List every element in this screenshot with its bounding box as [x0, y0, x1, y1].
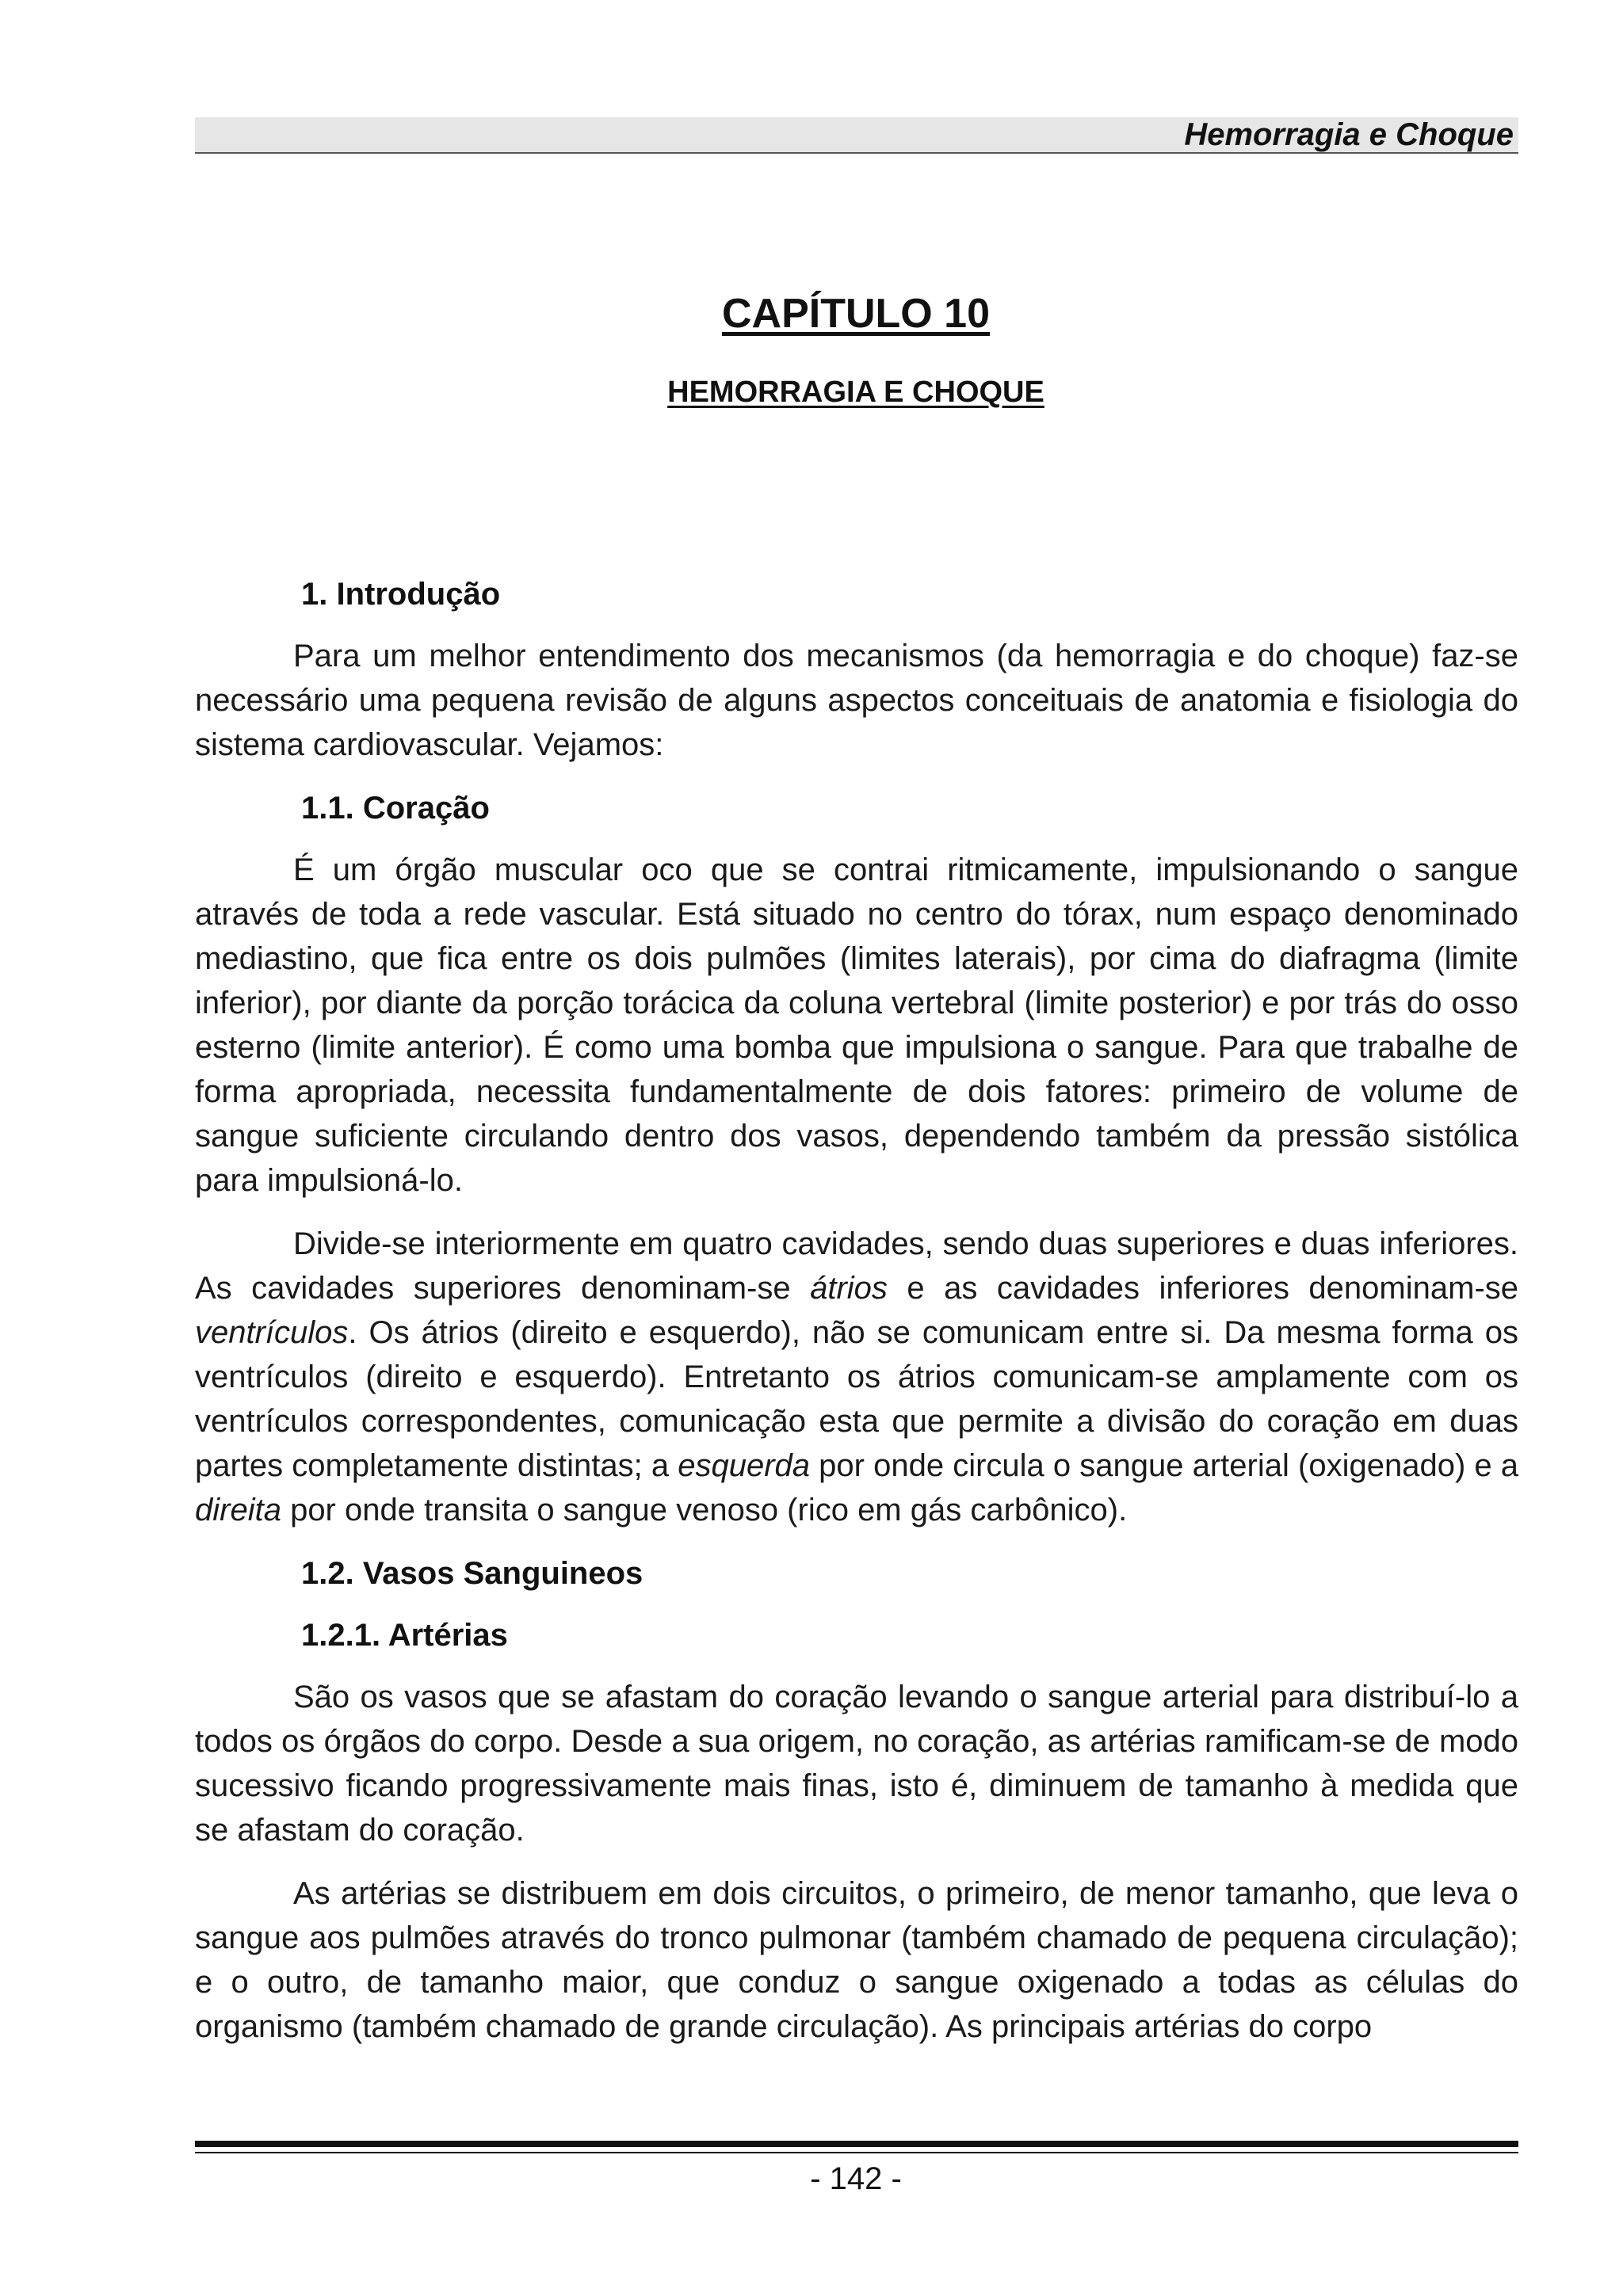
emphasis-atrios: átrios	[810, 1271, 888, 1306]
running-header-title: Hemorragia e Choque	[1184, 117, 1514, 152]
section-heading-introducao: 1. Introdução	[301, 577, 501, 612]
emphasis-esquerda: esquerda	[678, 1448, 811, 1483]
section-heading-arterias: 1.2.1. Artérias	[301, 1618, 508, 1653]
paragraph-coracao-1: É um órgão muscular oco que se contrai ritmicamente, impulsionando o sangue através de toda a rede vascular. Está situado no centro do tórax, num espaço denominado mediastino, que fica entre os dois pulmões (limites laterais), por cima do diafragma (limite inferior), por diante da porção torácica da coluna vertebral (limite posterior) e por trás do osso esterno (limite anterior). É como uma bomba que impulsiona o sangue. Para que trabalhe de forma apropriada, necessita fundamentalmente de dois fatores: primeiro de volume de sangue suficiente circulando dentro dos vasos, dependendo também da pressão sistólica para impulsioná-lo.	[195, 852, 1518, 1198]
page-number: - 142 -	[810, 2161, 902, 2196]
footer-rule-thick	[195, 2141, 1518, 2147]
page-body	[195, 572, 1518, 2068]
text-run: por onde transita o sangue venoso (rico em gás carbônico).	[281, 1493, 1128, 1527]
chapter-subtitle: HEMORRAGIA E CHOQUE	[667, 376, 1044, 409]
running-header	[195, 117, 1518, 154]
text-run: Divide-se interiormente em quatro cavidades, sendo duas superiores e duas inferiores. As cavidades superiores denominam-se	[195, 1226, 1518, 1306]
paragraph-arterias-2: As artérias se distribuem em dois circuitos, o primeiro, de menor tamanho, que leva o sangue aos pulmões através do tronco pulmonar (também chamado de pequena circulação); e o outro, de tamanho maior, que conduz o sangue oxigenado a todas as células do organismo (também chamado de grande circulação). As principais artérias do corpo	[195, 1876, 1518, 2044]
footer-rule-thin	[195, 2152, 1518, 2153]
section-heading-coracao: 1.1. Coração	[301, 791, 490, 826]
paragraph-arterias-1: São os vasos que se afastam do coração levando o sangue arterial para distribuí-lo a todos os órgãos do corpo. Desde a sua origem, no coração, as artérias ramificam-se de modo sucessivo ficando progressivamente mais finas, isto é, diminuem de tamanho à medida que se afastam do coração.	[195, 1680, 1518, 1848]
section-heading-vasos-sanguineos: 1.2. Vasos Sanguineos	[301, 1556, 643, 1591]
chapter-title: CAPÍTULO 10	[721, 291, 991, 337]
text-run: e as cavidades inferiores denominam-se	[887, 1271, 1519, 1306]
paragraph-introducao: Para um melhor entendimento dos mecanismos (da hemorragia e do choque) faz-se necessário uma pequena revisão de alguns aspectos conceituais de anatomia e fisiologia do sistema cardiovascular. Vejamos:	[195, 639, 1518, 762]
text-run: por onde circula o sangue arterial (oxigenado) e a	[810, 1448, 1518, 1483]
emphasis-ventriculos: ventrículos	[195, 1315, 349, 1350]
emphasis-direita: direita	[195, 1493, 281, 1527]
paragraph-coracao-2	[195, 1222, 1518, 1532]
text-run: . Os átrios (direito e esquerdo), não se comunicam entre si. Da mesma forma os ventrículos (direito e esquerdo). Entretanto os átrios comunicam-se amplamente com os ventrículos correspondentes, comunicação esta que permite a divisão do coração em duas partes completamente distintas; a	[195, 1315, 1518, 1483]
